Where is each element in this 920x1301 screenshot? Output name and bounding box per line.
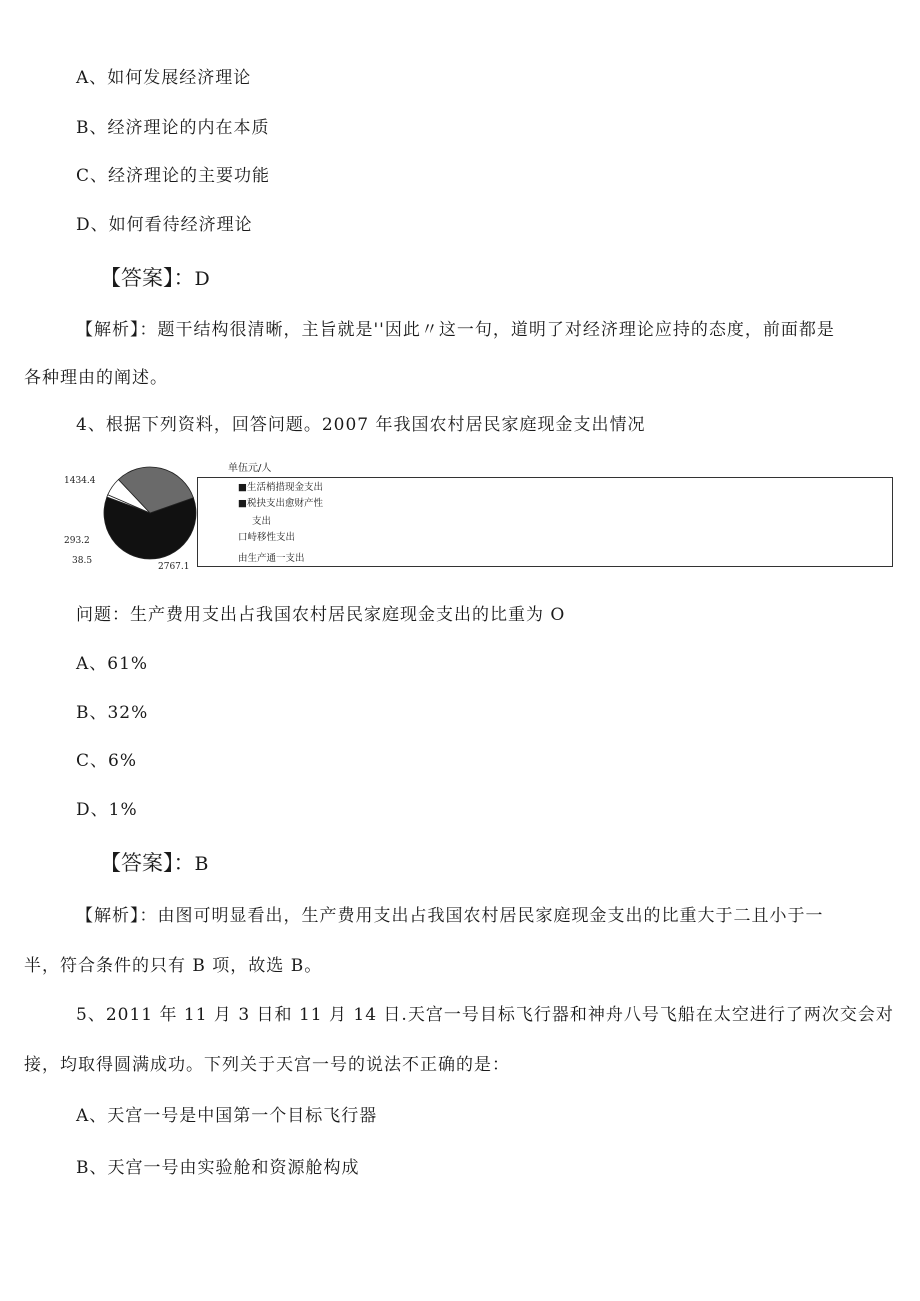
- legend-item-transfer: 口峙移性支出: [238, 532, 296, 543]
- question4-question: 问题：生产费用支出占我国农村居民家庭现金支出的比重为 O: [76, 605, 566, 625]
- q4-option-b: B、32%: [76, 703, 149, 723]
- chart-legend: [197, 477, 893, 567]
- q4-explanation-tag: 【解析】: [76, 906, 140, 926]
- option-d: D、如何看待经济理论: [76, 215, 253, 235]
- explanation-tag: 【解析】: [76, 320, 140, 340]
- q5-option-b: B、天宫一号由实验舱和资源舱构成: [76, 1158, 360, 1178]
- option-a: A、如何发展经济理论: [76, 68, 252, 88]
- pie-chart-figure: [60, 455, 905, 575]
- chart-unit-label: 单伍元/人: [228, 463, 272, 474]
- option-b: B、经济理论的内在本质: [76, 118, 270, 138]
- legend-item-living: ■生活梢措现金支出: [238, 482, 323, 493]
- q4-explanation: [76, 901, 824, 926]
- pie-slice-label-2: 293.2: [64, 536, 90, 546]
- q4-option-c: C、6%: [76, 751, 137, 771]
- q4-option-a: A、61%: [76, 654, 149, 674]
- explanation-text: ：题干结构很清晰，主旨就是''因此〃这一句，道明了对经济理论应持的态度，前面都是: [139, 320, 835, 340]
- answer-value: D: [194, 268, 210, 290]
- q4-explanation-continued: 半，符合条件的只有 B 项，故选 B。: [24, 956, 323, 976]
- q5-option-a: A、天宫一号是中国第一个目标飞行器: [76, 1106, 378, 1126]
- q4-answer-label: 【答案】：: [100, 851, 195, 875]
- q4-option-d: D、1%: [76, 800, 138, 820]
- answer-label: 【答案】：: [100, 266, 195, 290]
- pie-slice-label-3: 1434.4: [64, 476, 96, 486]
- question5-stem-continued: 接，均取得圆满成功。下列关于天宫一号的说法不正确的是：: [24, 1055, 510, 1075]
- q4-answer-value: B: [194, 853, 209, 875]
- answer-line: [100, 262, 210, 292]
- explanation-continued: 各种理由的阐述。: [24, 368, 168, 388]
- option-c: C、经济理论的主要功能: [76, 166, 271, 186]
- q4-explanation-text: ：由图可明显看出，生产费用支出占我国农村居民家庭现金支出的比重大于二且小于一: [139, 906, 824, 926]
- legend-item-production: 由生产通一支出: [238, 553, 305, 564]
- pie-slice-label-0: 2767.1: [158, 562, 190, 572]
- pie-slice-label-1: 38.5: [72, 556, 93, 566]
- legend-item-tax-cont: 支出: [252, 516, 272, 527]
- legend-item-tax: ■税抉支出愈财产性: [238, 498, 323, 509]
- explanation: [76, 315, 835, 340]
- question4-stem: 4、根据下列资料，回答问题。2007 年我国农村居民家庭现金支出情况: [76, 415, 646, 435]
- pie-chart: [60, 455, 200, 575]
- q4-answer-line: [100, 847, 208, 877]
- question5-stem: 5、2011 年 11 月 3 日和 11 月 14 日.天宫一号目标飞行器和神舟八号飞船在太空进行了两次交会对: [76, 1005, 894, 1025]
